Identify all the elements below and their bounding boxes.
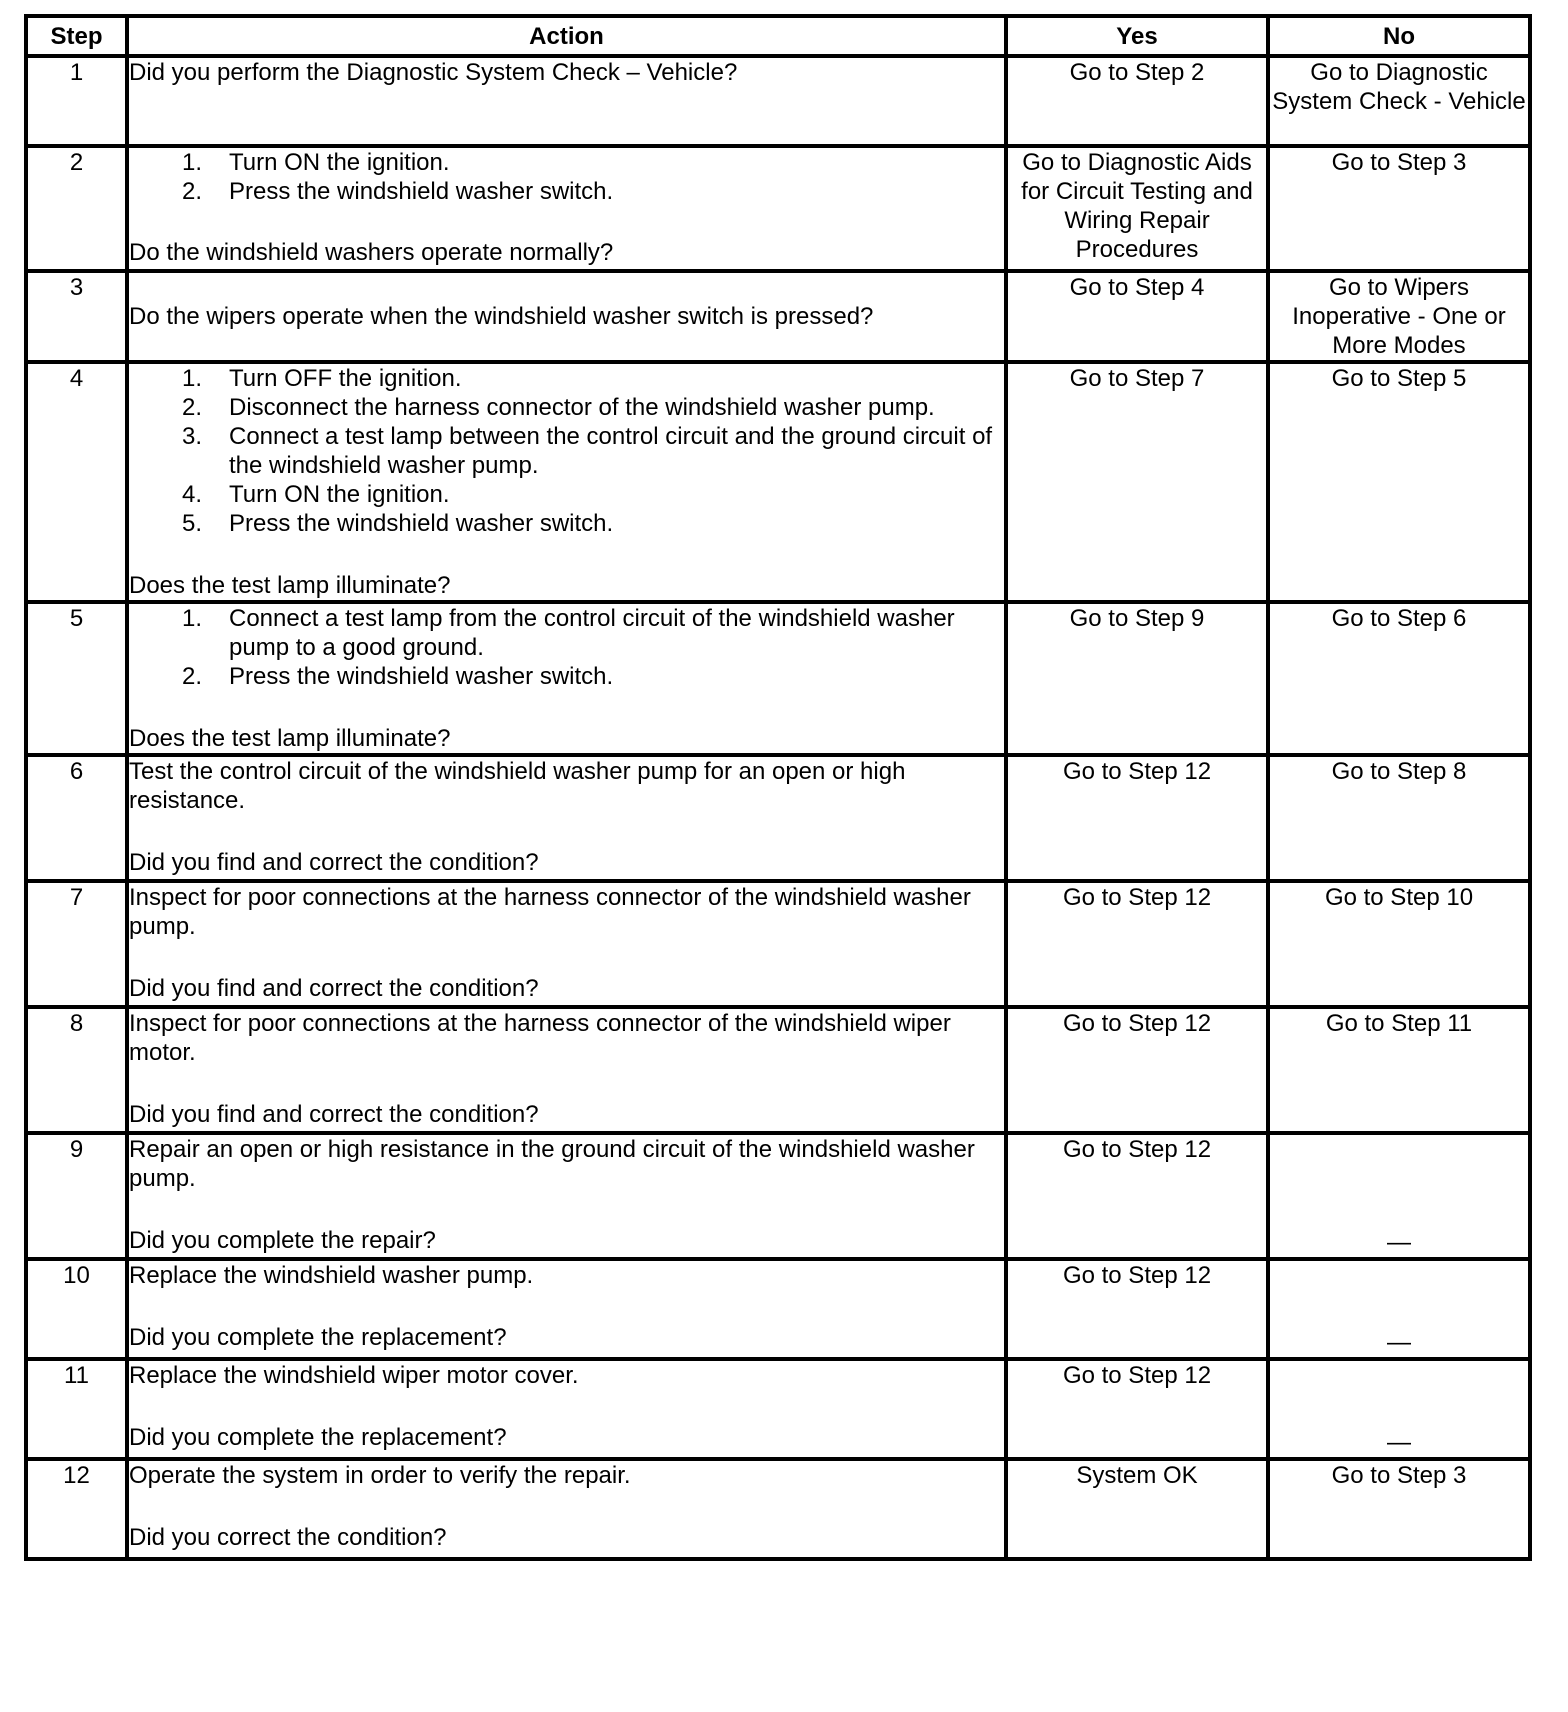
- table-row: [26, 1007, 1530, 1133]
- action-cell: [127, 362, 1006, 602]
- action-cell: [127, 1133, 1006, 1259]
- question-text: Did you complete the replacement?: [129, 1424, 507, 1451]
- yes-cell: Go to Step 12: [1006, 881, 1268, 1007]
- question-text: Does the test lamp illuminate?: [129, 725, 451, 752]
- list-item: 3. Connect a test lamp between the control circuit and the ground circuit of the windshield washer pump.: [181, 423, 993, 479]
- yes-cell: Go to Step 9: [1006, 602, 1268, 755]
- table-row: [26, 881, 1530, 1007]
- yes-cell: System OK: [1006, 1459, 1268, 1559]
- question-text: Do the windshield washers operate normally?: [129, 239, 614, 266]
- yes-cell: Go to Step 4: [1006, 271, 1268, 362]
- list-item: 2. Disconnect the harness connector of the windshield washer pump.: [181, 394, 935, 421]
- header-row: [26, 16, 1530, 56]
- table-row: [26, 56, 1530, 146]
- no-cell: Go to Step 3: [1268, 1459, 1530, 1559]
- list-item: 1. Connect a test lamp from the control circuit of the windshield washer pump to a good ground.: [181, 605, 955, 661]
- action-cell: [127, 881, 1006, 1007]
- step-number: 3: [26, 271, 127, 362]
- header-action: Action: [127, 16, 1006, 56]
- table-row: [26, 1133, 1530, 1259]
- question-text: Did you find and correct the condition?: [129, 975, 539, 1002]
- step-number: 5: [26, 602, 127, 755]
- action-text: Test the control circuit of the windshield washer pump for an open or high resistance.: [129, 758, 906, 814]
- procedure-list: [129, 148, 1004, 206]
- yes-cell: Go to Step 12: [1006, 1359, 1268, 1459]
- yes-cell: Go to Step 2: [1006, 56, 1268, 146]
- question-text: Did you find and correct the condition?: [129, 849, 539, 876]
- no-cell: —: [1268, 1133, 1530, 1259]
- step-number: 8: [26, 1007, 127, 1133]
- action-text: Inspect for poor connections at the harness connector of the windshield washer pump.: [129, 884, 971, 940]
- question-text: Did you find and correct the condition?: [129, 1101, 539, 1128]
- action-cell: [127, 146, 1006, 271]
- no-cell: Go to Step 5: [1268, 362, 1530, 602]
- step-number: 9: [26, 1133, 127, 1259]
- action-text: Replace the windshield washer pump.: [129, 1262, 534, 1289]
- yes-cell: Go to Step 7: [1006, 362, 1268, 602]
- list-item: 2. Press the windshield washer switch.: [181, 663, 614, 690]
- list-item: 1. Turn ON the ignition.: [181, 149, 450, 176]
- list-item: 2. Press the windshield washer switch.: [181, 178, 614, 205]
- header-yes: Yes: [1006, 16, 1268, 56]
- action-cell: [127, 1459, 1006, 1559]
- step-number: 11: [26, 1359, 127, 1459]
- step-number: 7: [26, 881, 127, 1007]
- header-step: Step: [26, 16, 127, 56]
- no-cell: Go to Step 8: [1268, 755, 1530, 881]
- table-row: [26, 1259, 1530, 1359]
- question-text: Did you correct the condition?: [129, 1524, 447, 1551]
- action-text: Do the wipers operate when the windshield washer switch is pressed?: [129, 303, 874, 330]
- no-cell: Go to Step 10: [1268, 881, 1530, 1007]
- question-text: Did you complete the repair?: [129, 1227, 436, 1254]
- action-text: Inspect for poor connections at the harness connector of the windshield wiper motor.: [129, 1010, 951, 1066]
- no-cell: —: [1268, 1359, 1530, 1459]
- no-cell: —: [1268, 1259, 1530, 1359]
- no-cell: Go to Wipers Inoperative - One or More Modes: [1268, 271, 1530, 362]
- table-row: [26, 755, 1530, 881]
- no-cell: Go to Diagnostic System Check - Vehicle: [1268, 56, 1530, 146]
- action-cell: [127, 755, 1006, 881]
- action-text: Operate the system in order to verify the repair.: [129, 1462, 631, 1489]
- procedure-list: [129, 364, 1004, 538]
- step-number: 12: [26, 1459, 127, 1559]
- action-cell: [127, 602, 1006, 755]
- action-text: Replace the windshield wiper motor cover.: [129, 1362, 579, 1389]
- action-cell: [127, 1359, 1006, 1459]
- list-item: 4. Turn ON the ignition.: [181, 481, 450, 508]
- list-item: 5. Press the windshield washer switch.: [181, 510, 614, 537]
- action-text: Did you perform the Diagnostic System Check – Vehicle?: [129, 59, 738, 86]
- table-row: [26, 146, 1530, 271]
- yes-cell: Go to Step 12: [1006, 1259, 1268, 1359]
- question-text: Did you complete the replacement?: [129, 1324, 507, 1351]
- yes-cell: Go to Step 12: [1006, 1133, 1268, 1259]
- action-cell: [127, 1007, 1006, 1133]
- table-row: [26, 602, 1530, 755]
- step-number: 1: [26, 56, 127, 146]
- step-number: 4: [26, 362, 127, 602]
- action-cell: [127, 271, 1006, 362]
- action-cell: [127, 1259, 1006, 1359]
- no-cell: Go to Step 11: [1268, 1007, 1530, 1133]
- action-cell: [127, 56, 1006, 146]
- table-row: [26, 362, 1530, 602]
- list-item: 1. Turn OFF the ignition.: [181, 365, 462, 392]
- step-number: 10: [26, 1259, 127, 1359]
- no-cell: Go to Step 3: [1268, 146, 1530, 271]
- question-text: Does the test lamp illuminate?: [129, 572, 451, 599]
- table-row: [26, 1459, 1530, 1559]
- yes-cell: Go to Diagnostic Aids for Circuit Testing and Wiring Repair Procedures: [1006, 146, 1268, 271]
- diagnostic-table: [24, 14, 1532, 1561]
- action-text: Repair an open or high resistance in the ground circuit of the windshield washer pump.: [129, 1136, 975, 1192]
- step-number: 6: [26, 755, 127, 881]
- procedure-list: [129, 604, 1004, 691]
- yes-cell: Go to Step 12: [1006, 1007, 1268, 1133]
- table-row: [26, 1359, 1530, 1459]
- header-no: No: [1268, 16, 1530, 56]
- yes-cell: Go to Step 12: [1006, 755, 1268, 881]
- step-number: 2: [26, 146, 127, 271]
- table-row: [26, 271, 1530, 362]
- no-cell: Go to Step 6: [1268, 602, 1530, 755]
